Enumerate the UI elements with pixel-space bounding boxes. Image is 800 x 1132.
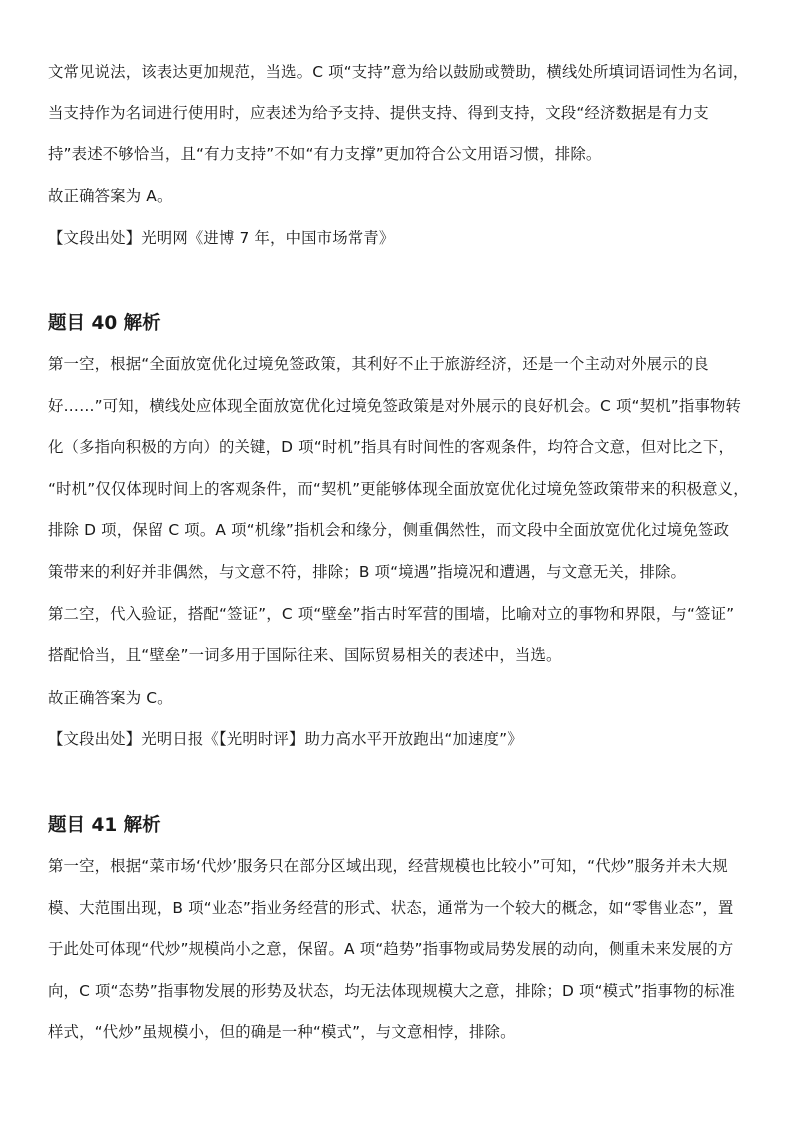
text-line: 好……”可知，横线处应体现全面放宽优化过境免签政策是对外展示的良好机会。C 项“契机”指事物转	[48, 397, 742, 415]
source-line: 【文段出处】光明网《进博 7 年，中国市场常青》	[48, 229, 395, 247]
section-heading-q40: 题目 40 解析	[48, 313, 161, 334]
text-line: 第一空，根据“全面放宽优化过境免签政策，其利好不止于旅游经济，还是一个主动对外展示的良	[48, 355, 709, 373]
text-line: 向，C 项“态势”指事物发展的形势及状态，均无法体现规模大之意，排除；D 项“模式”指事物的标准	[48, 982, 736, 1000]
text-line: 故正确答案为 A。	[48, 187, 173, 205]
text-line: 持”表述不够恰当，且“有力支持”不如“有力支撑”更加符合公文用语习惯，排除。	[48, 145, 602, 163]
text-line: 化（多指向积极的方向）的关键，D 项“时机”指具有时间性的客观条件，均符合文意，但对比之下，	[48, 438, 734, 456]
text-line: 第二空，代入验证，搭配“签证”，C 项“壁垒”指古时军营的围墙，比喻对立的事物和界限，与“签证”	[48, 605, 735, 623]
text-line: 第一空，根据“菜市场‘代炒’服务只在部分区域出现，经营规模也比较小”可知，“代炒”服务并未大规	[48, 857, 728, 875]
text-line: 文常见说法，该表达更加规范，当选。C 项“支持”意为给以鼓励或赞助，横线处所填词语词性为名词，	[48, 63, 749, 81]
text-line: 当支持作为名词进行使用时，应表述为给予支持、提供支持、得到支持，文段“经济数据是有力支	[48, 104, 709, 122]
text-line: 排除 D 项，保留 C 项。A 项“机缘”指机会和缘分，侧重偶然性，而文段中全面放宽优化过境免签政	[48, 521, 730, 539]
text-line: 策带来的利好并非偶然，与文意不符，排除；B 项“境遇”指境况和遭遇，与文意无关，排除。	[48, 563, 687, 581]
text-line: 模、大范围出现，B 项“业态”指业务经营的形式、状态，通常为一个较大的概念，如“零售业态”，置	[48, 899, 734, 917]
text-line: 搭配恰当，且“壁垒”一词多用于国际往来、国际贸易相关的表述中，当选。	[48, 646, 562, 664]
text-line: “时机”仅仅体现时间上的客观条件，而“契机”更能够体现全面放宽优化过境免签政策带来的积极意义，	[48, 480, 749, 498]
text-line: 样式，“代炒”虽规模小，但的确是一种“模式”，与文意相悖，排除。	[48, 1023, 516, 1041]
source-line: 【文段出处】光明日报《【光明时评】助力高水平开放跑出“加速度”》	[48, 730, 523, 748]
section-heading-q41: 题目 41 解析	[48, 815, 161, 836]
text-line: 故正确答案为 C。	[48, 689, 173, 707]
text-line: 于此处可体现“代炒”规模尚小之意，保留。A 项“趋势”指事物或局势发展的动向，侧重未来发展的方	[48, 940, 734, 958]
